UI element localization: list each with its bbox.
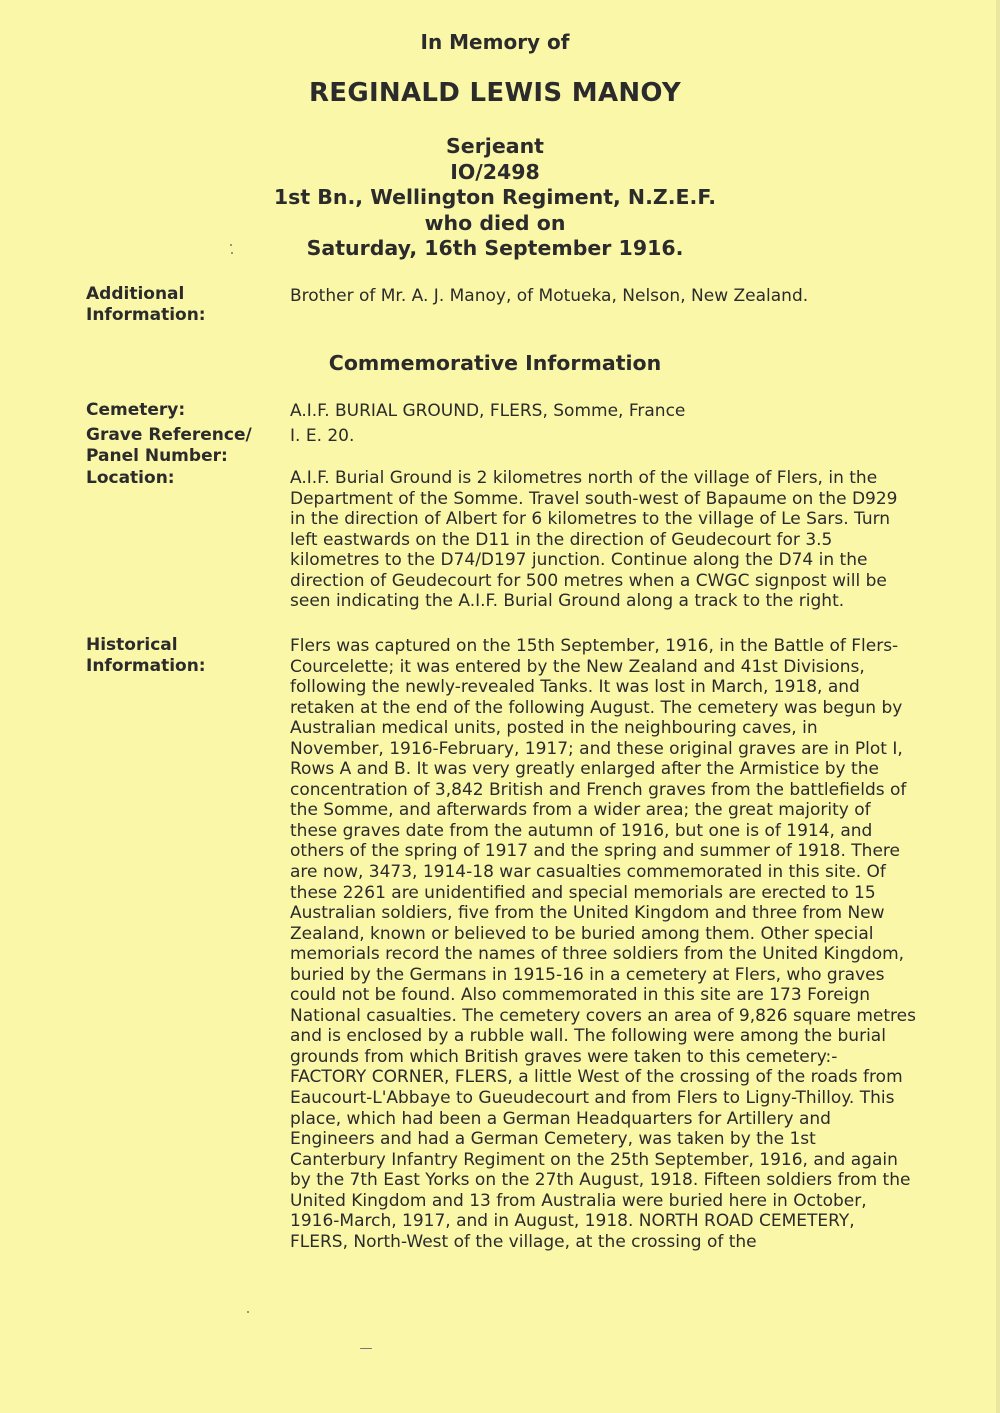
service-number: IO/2498 — [450, 159, 540, 184]
in-memory-heading: In Memory of — [420, 30, 570, 54]
location-value: A.I.F. Burial Ground is 2 kilometres north of the village of Flers, in the Department of the Somme. Travel south-west of Bapaume on the D929 in the direction of Albert for 6 kilometres to the village of Le Sars. Turn left eastwards on the D11 in the direction of Geudecourt for 3.5 kilometres to the D74/D197 junction. Continue along the D74 in the direction of Geudecourt for 500 metres when a CWGC signpost will be seen indicating the A.I.F. Burial Ground along a track to the right. — [290, 468, 898, 612]
grave-reference-value: I. E. 20. — [290, 426, 355, 446]
scan-speck — [231, 252, 233, 254]
died-label: who died on — [424, 210, 566, 235]
date-of-death: Saturday, 16th September 1916. — [306, 236, 684, 260]
grave-reference-label: Grave Reference/ Panel Number: — [86, 425, 252, 466]
scan-speck — [360, 1348, 372, 1349]
deceased-name: REGINALD LEWIS MANOY — [308, 78, 682, 108]
scan-speck — [230, 244, 232, 246]
service-details — [0, 134, 990, 262]
additional-info-text: Brother of Mr. A. J. Manoy, of Motueka, Nelson, New Zealand. — [290, 286, 809, 306]
additional-info-label: Additional Information: — [86, 284, 206, 325]
commemorative-title: Commemorative Information — [328, 351, 662, 375]
page-edge — [996, 0, 1000, 1413]
scan-speck — [247, 1311, 249, 1313]
rank: Serjeant — [446, 134, 544, 158]
historical-info-label: Historical Information: — [86, 635, 206, 676]
location-label: Location: — [86, 468, 175, 488]
cemetery-value: A.I.F. BURIAL GROUND, FLERS, Somme, France — [290, 401, 686, 421]
historical-info-value: Flers was captured on the 15th September, 1916, in the Battle of Flers-Courcelette; it was entered by the New Zealand and 41st Divisions, following the newly-revealed Tanks. It was lost in March, 1918, and retaken at the end of the following August. The cemetery was begun by Australian medical units, posted in the neighbouring caves, in November, 1916-February, 1917; and these original graves are in Plot I, Rows A and B. It was very greatly enlarged after the Armistice by the concentration of 3,842 British and French graves from the battlefields of the Somme, and afterwards from a wider area; the great majority of these graves date from the autumn of 1916, but one is of 1914, and others of the spring of 1917 and the spring and summer of 1918. There are now, 3473, 1914-18 war casualties commemorated in this site. Of these 2261 are unidentified and special memorials are erected to 15 Australian soldiers, five from the United Kingdom and three from New Zealand, known or believed to be buried among them. Other special memorials record the names of three soldiers from the United Kingdom, buried by the Germans in 1915-16 in a cemetery at Flers, who graves could not be found. Also commemorated in this site are 173 Foreign National casualties. The cemetery covers an area of 9,826 square metres and is enclosed by a rubble wall. The following were among the burial grounds from which British graves were taken to this cemetery:- FACTORY CORNER, FLERS, a little West of the crossing of the roads from Eaucourt-L'Abbaye to Gueudecourt and from Flers to Ligny-Thilloy. This place, which had been a German Headquarters for Artillery and Engineers and had a German Cemetery, was taken by the 1st Canterbury Infantry Regiment on the 25th September, 1916, and again by the 7th East Yorks on the 27th August, 1918. Fifteen soldiers from the United Kingdom and 13 from Australia were buried here in October, 1916-March, 1917, and in August, 1918. NORTH ROAD CEMETERY, FLERS, North-West of the village, at the crossing of the — [290, 636, 916, 1252]
cemetery-label: Cemetery: — [86, 400, 186, 420]
unit: 1st Bn., Wellington Regiment, N.Z.E.F. — [273, 185, 717, 209]
